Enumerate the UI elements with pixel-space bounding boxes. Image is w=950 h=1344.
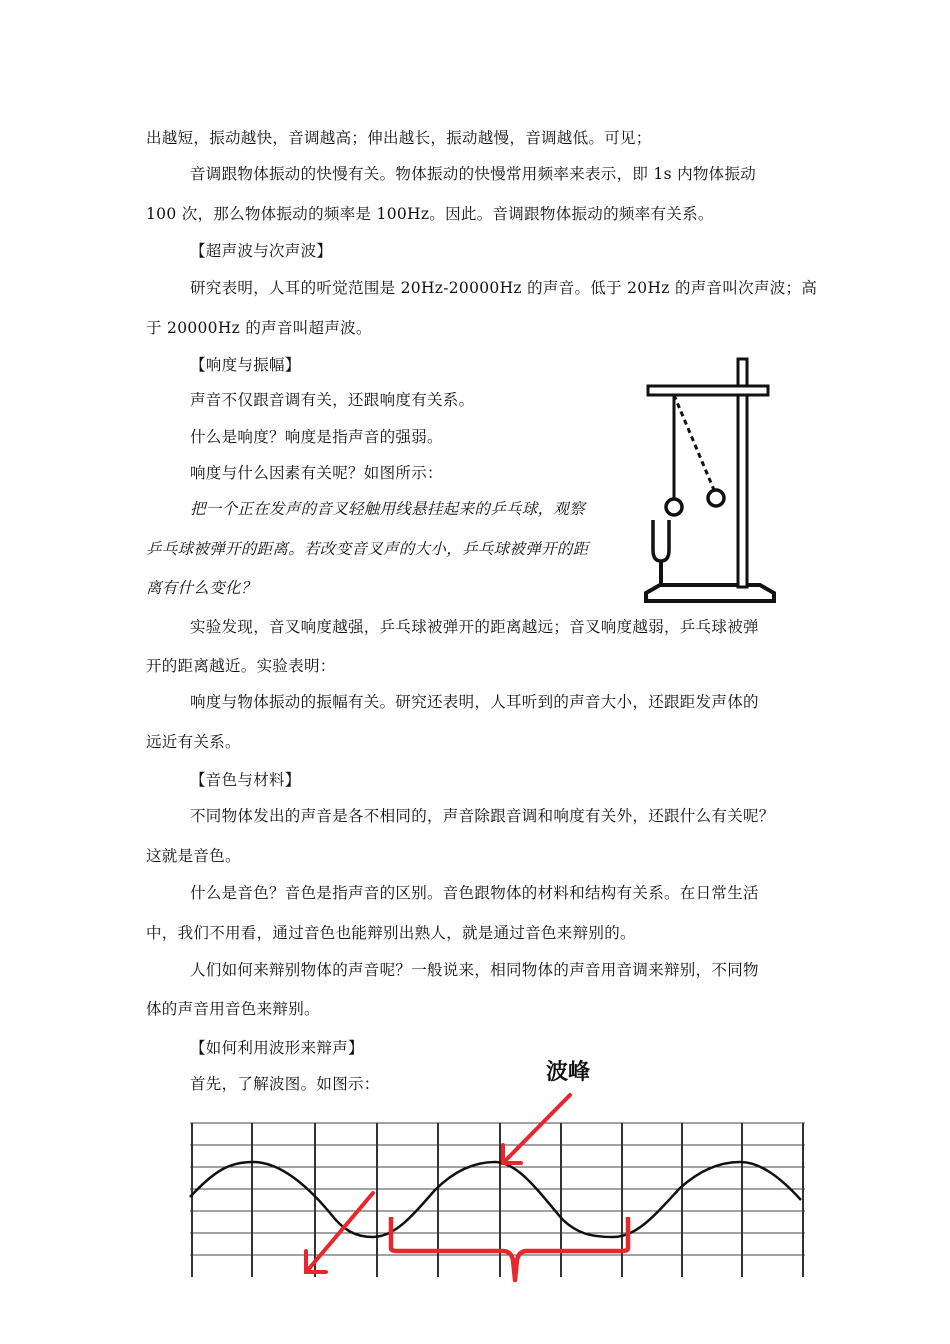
paragraph-line: 什么是音色？音色是指声音的区别。音色跟物体的材料和结构有关系。在日常生活	[190, 884, 759, 902]
waveform-figure	[185, 1085, 810, 1285]
section-heading: 【音色与材料】	[190, 771, 301, 789]
paragraph-line: 于 20000Hz 的声音叫超声波。	[146, 319, 372, 337]
paragraph-line: 响度与什么因素有关呢？如图所示：	[190, 464, 443, 482]
sine-wave	[190, 1162, 801, 1237]
paragraph-line: 远近有关系。	[146, 733, 241, 751]
paragraph-line: 体的声音用音色来辩别。	[146, 1000, 320, 1018]
paragraph-line-italic: 离有什么变化？	[146, 579, 257, 597]
paragraph-line: 开的距离越近。实验表明：	[146, 657, 336, 675]
tuning-fork-pendulum-figure	[630, 355, 780, 610]
paragraph-line: 100 次，那么物体振动的频率是 100Hz。因此。音调跟物体振动的频率有关系。	[146, 205, 714, 223]
paragraph-line: 研究表明，人耳的听觉范围是 20Hz-20000Hz 的声音。低于 20Hz 的声音叫次声波；高	[190, 279, 818, 297]
wave-peak-label: 波峰	[546, 1060, 591, 1085]
paragraph-line: 声音不仅跟音调有关，还跟响度有关系。	[190, 391, 475, 409]
paragraph-line-italic: 乒乓球被弹开的距离。若改变音叉声的大小，乒乓球被弹开的距	[146, 540, 589, 558]
paragraph-line: 出越短，振动越快，音调越高；伸出越长，振动越慢，音调越低。可见；	[146, 129, 652, 147]
paragraph-line: 音调跟物体振动的快慢有关。物体振动的快慢常用频率来表示，即 1s 内物体振动	[190, 165, 757, 183]
section-heading: 【如何利用波形来辩声】	[190, 1039, 364, 1057]
paragraph-line: 不同物体发出的声音是各不相同的，声音除跟音调和响度有关外，还跟什么有关呢？	[190, 807, 775, 825]
wavelength-bracket	[391, 1217, 628, 1280]
section-heading: 【响度与振幅】	[190, 356, 301, 374]
paragraph-line: 中，我们不用看，通过音色也能辩别出熟人，就是通过音色来辩别的。	[146, 924, 636, 942]
paragraph-line-italic: 把一个正在发声的音叉轻触用线悬挂起来的乒乓球，观察	[190, 500, 586, 518]
paragraph-line: 响度与物体振动的振幅有关。研究还表明，人耳听到的声音大小，还跟距发声体的	[190, 693, 759, 711]
paragraph-line: 首先，了解波图。如图示：	[190, 1075, 380, 1093]
section-heading: 【超声波与次声波】	[190, 242, 333, 260]
paragraph-line: 这就是音色。	[146, 847, 241, 865]
paragraph-line: 实验发现，音叉响度越强，乒乓球被弹开的距离越远；音叉响度越弱，乒乓球被弹	[190, 618, 759, 636]
paragraph-line: 什么是响度？响度是指声音的强弱。	[190, 428, 443, 446]
paragraph-line: 人们如何来辩别物体的声音呢？一般说来，相同物体的声音用音调来辩别，不同物	[190, 961, 759, 979]
